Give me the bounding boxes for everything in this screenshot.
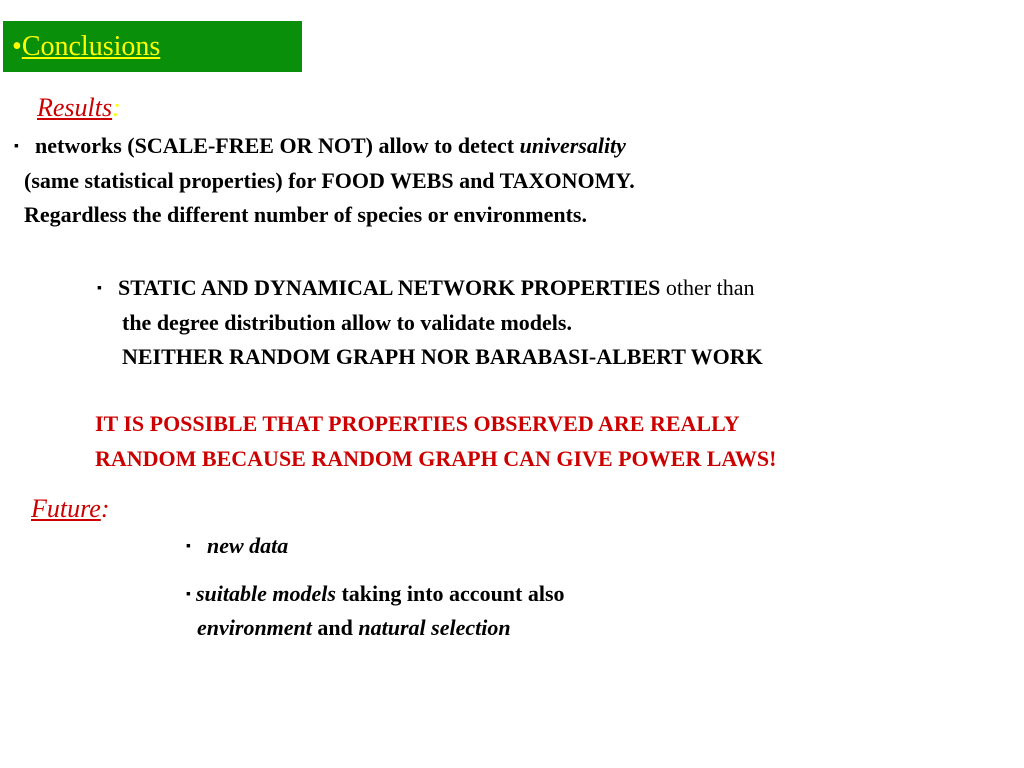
results-point-2-line-2: the degree distribution allow to validate models. [122, 310, 572, 335]
future-item-2-and: and [317, 615, 353, 640]
results-point-1-line-3: Regardless the different number of species or environments. [24, 202, 587, 227]
square-bullet-icon: ▪ [186, 539, 191, 554]
title-bullet: • [12, 31, 22, 62]
square-bullet-icon: ▪ [186, 587, 191, 602]
square-bullet-icon: ▪ [14, 139, 19, 154]
future-item-2-rest: taking into account also [341, 581, 565, 606]
future-item-2-emphasis: suitable models [196, 581, 336, 606]
title-banner [3, 21, 302, 72]
warning-line-2: RANDOM BECAUSE RANDOM GRAPH CAN GIVE POWER LAWS! [95, 446, 777, 471]
results-point-1-text: networks (SCALE-FREE OR NOT) allow to detect [35, 133, 515, 158]
slide-title [12, 31, 160, 63]
future-item-1-text: new data [207, 533, 289, 558]
results-heading-colon: : [112, 93, 121, 122]
future-heading-label: Future [31, 494, 101, 523]
future-item-2-emphasis-2: environment [197, 615, 312, 640]
results-point-2-line-3: NEITHER RANDOM GRAPH NOR BARABASI-ALBERT WORK [122, 344, 763, 369]
results-point-1-line-1 [14, 133, 626, 160]
results-point-1-line-2: (same statistical properties) for FOOD WEBS and TAXONOMY. [24, 168, 635, 193]
results-point-2-line-1 [97, 275, 754, 302]
title-label: Conclusions [21, 31, 161, 62]
future-item-1 [186, 533, 288, 560]
results-heading-label: Results [37, 93, 113, 122]
future-heading-colon: : [100, 494, 110, 523]
results-point-2-rest: other than [665, 275, 755, 300]
future-heading [31, 494, 109, 524]
warning-line-1: IT IS POSSIBLE THAT PROPERTIES OBSERVED ARE REALLY [95, 411, 740, 436]
results-heading [37, 93, 121, 123]
square-bullet-icon: ▪ [97, 281, 102, 296]
results-point-1-emphasis: universality [519, 133, 626, 158]
future-item-2-line-2 [197, 615, 511, 641]
future-item-2-line-1 [186, 581, 565, 608]
results-point-2-bold: STATIC AND DYNAMICAL NETWORK PROPERTIES [118, 275, 661, 300]
future-item-2-emphasis-3: natural selection [358, 615, 511, 640]
